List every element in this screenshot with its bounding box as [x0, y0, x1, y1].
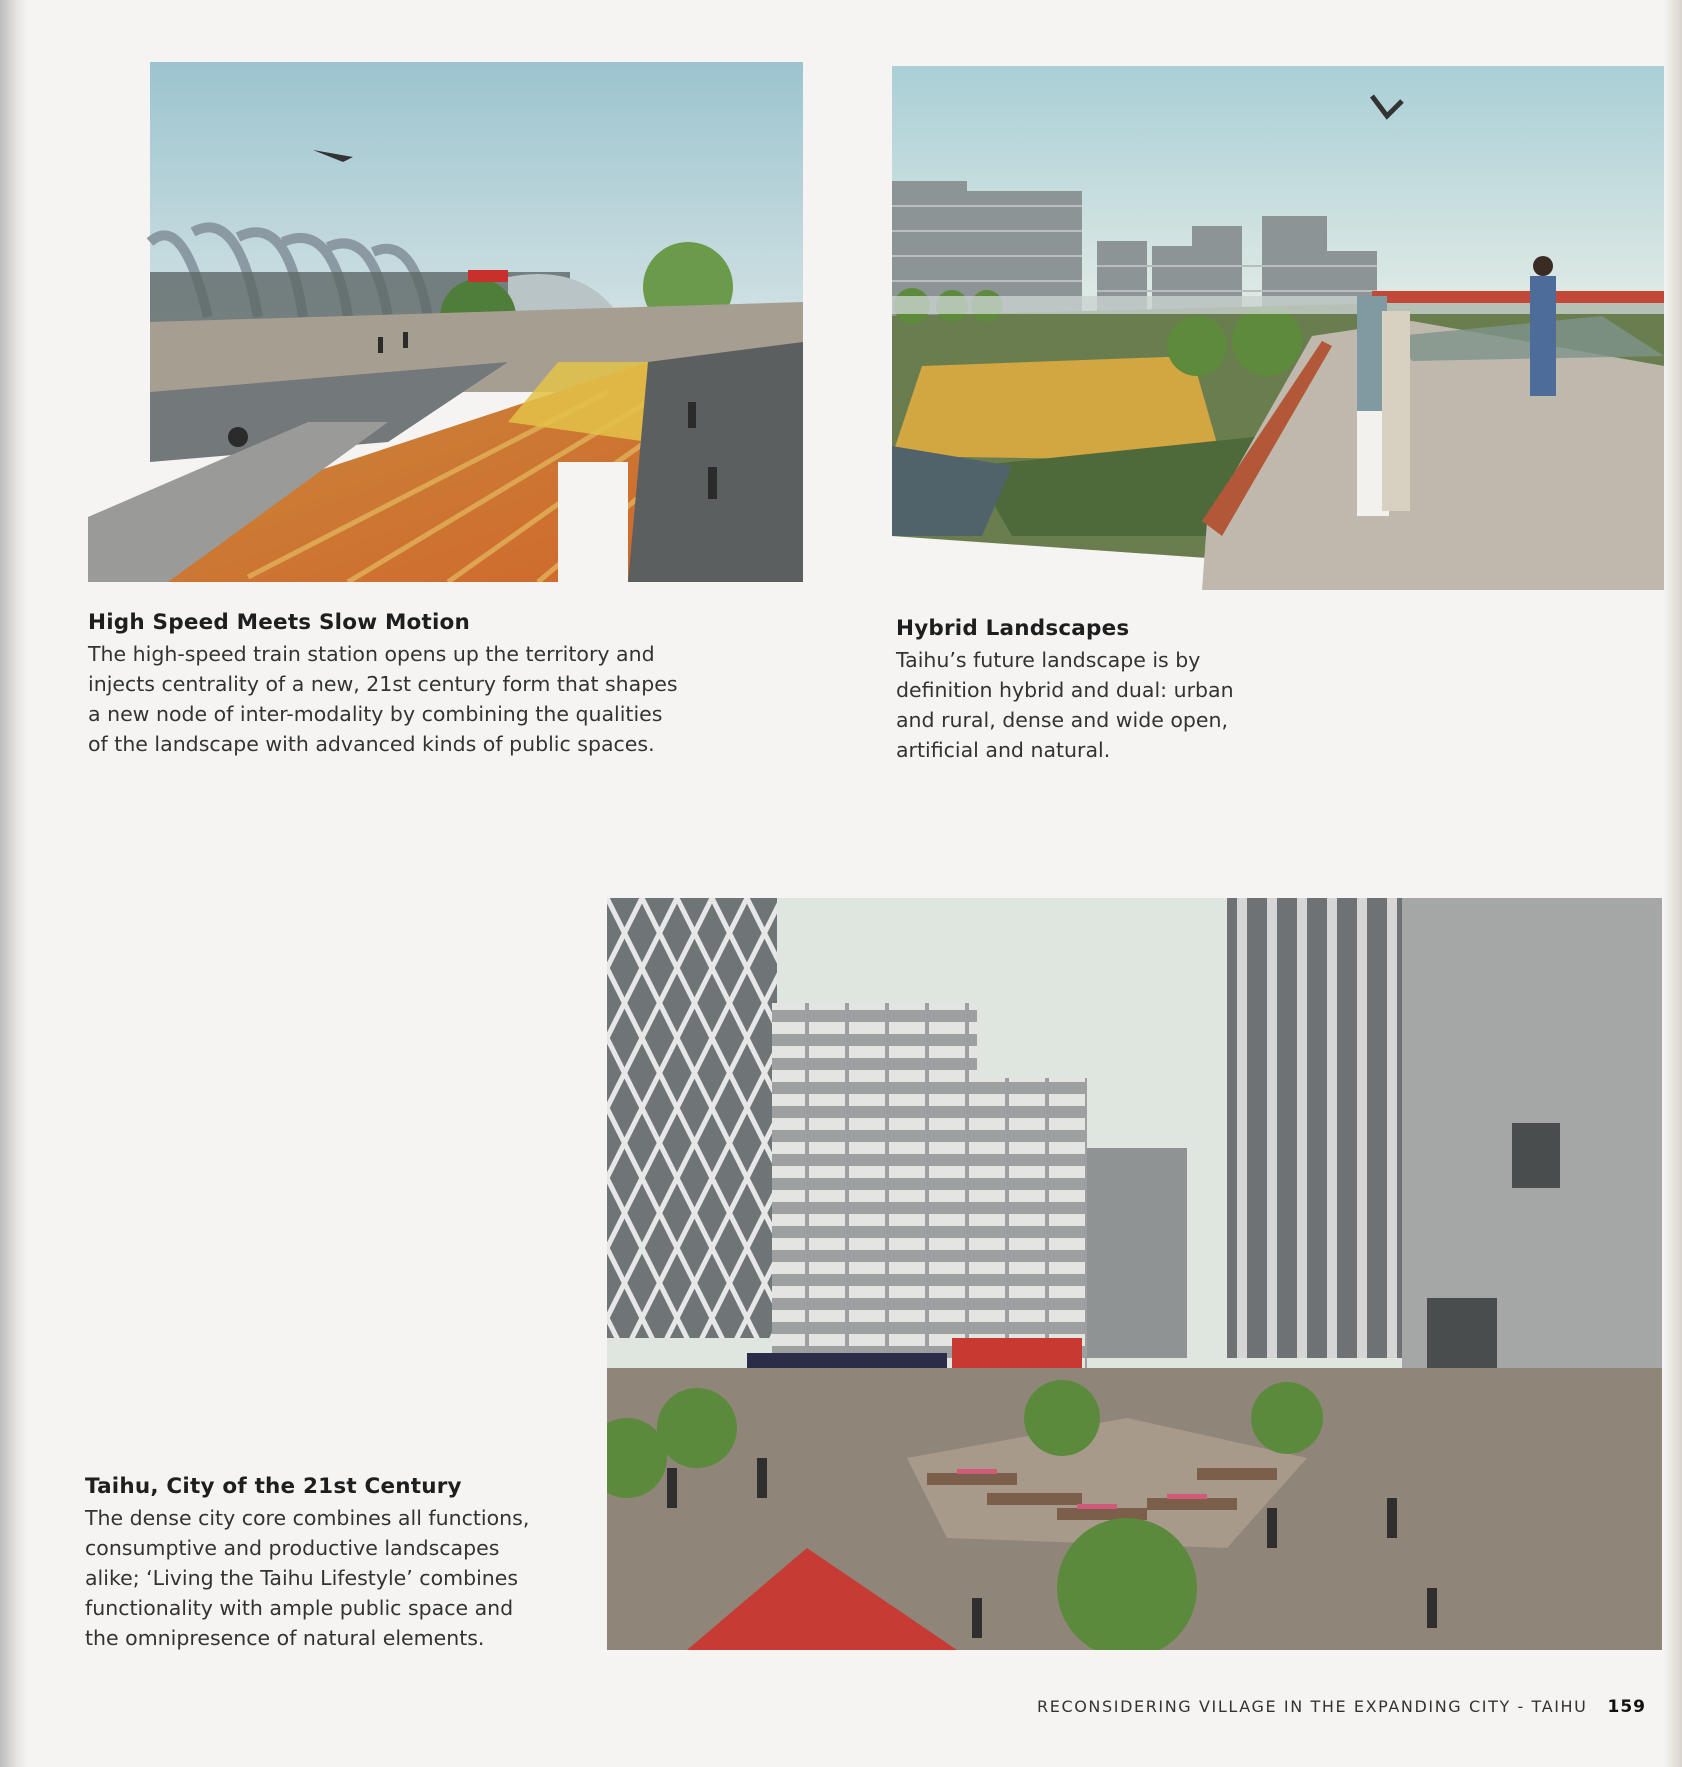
city-core-rendering: [607, 898, 1662, 1650]
caption-line: alike; ‘Living the Taihu Lifestyle’ combines: [85, 1566, 519, 1590]
caption-line: consumptive and productive landscapes: [85, 1536, 500, 1560]
caption-line: injects centrality of a new, 21st century form that shapes: [88, 672, 678, 696]
caption-city: [85, 1474, 605, 1653]
caption-line: The dense city core combines all functions,: [85, 1506, 530, 1530]
caption-line: The high-speed train station opens up the territory and: [88, 642, 655, 666]
caption-line: definition hybrid and dual: urban: [896, 678, 1234, 702]
caption-title: Hybrid Landscapes: [896, 616, 1130, 641]
page-footer: [1037, 1697, 1646, 1717]
caption-line: a new node of inter-modality by combining the qualities: [88, 702, 663, 726]
caption-line: the omnipresence of natural elements.: [85, 1626, 485, 1650]
caption-line: of the landscape with advanced kinds of public spaces.: [88, 732, 655, 756]
caption-line: Taihu’s future landscape is by: [896, 648, 1201, 672]
caption-hybrid: [896, 616, 1316, 765]
running-title: RECONSIDERING VILLAGE IN THE EXPANDING CITY - TAIHU: [1037, 1697, 1588, 1716]
caption-line: and rural, dense and wide open,: [896, 708, 1229, 732]
caption-title: Taihu, City of the 21st Century: [85, 1474, 462, 1499]
caption-title: High Speed Meets Slow Motion: [88, 610, 471, 635]
hybrid-landscape-rendering: [892, 66, 1664, 590]
page-edge: [1664, 0, 1682, 1767]
caption-line: artificial and natural.: [896, 738, 1111, 762]
caption-high-speed: [88, 610, 728, 759]
page-gutter-shadow: [0, 0, 28, 1767]
page-number: 159: [1607, 1697, 1646, 1717]
caption-line: functionality with ample public space and: [85, 1596, 514, 1620]
station-rendering: [88, 62, 803, 582]
